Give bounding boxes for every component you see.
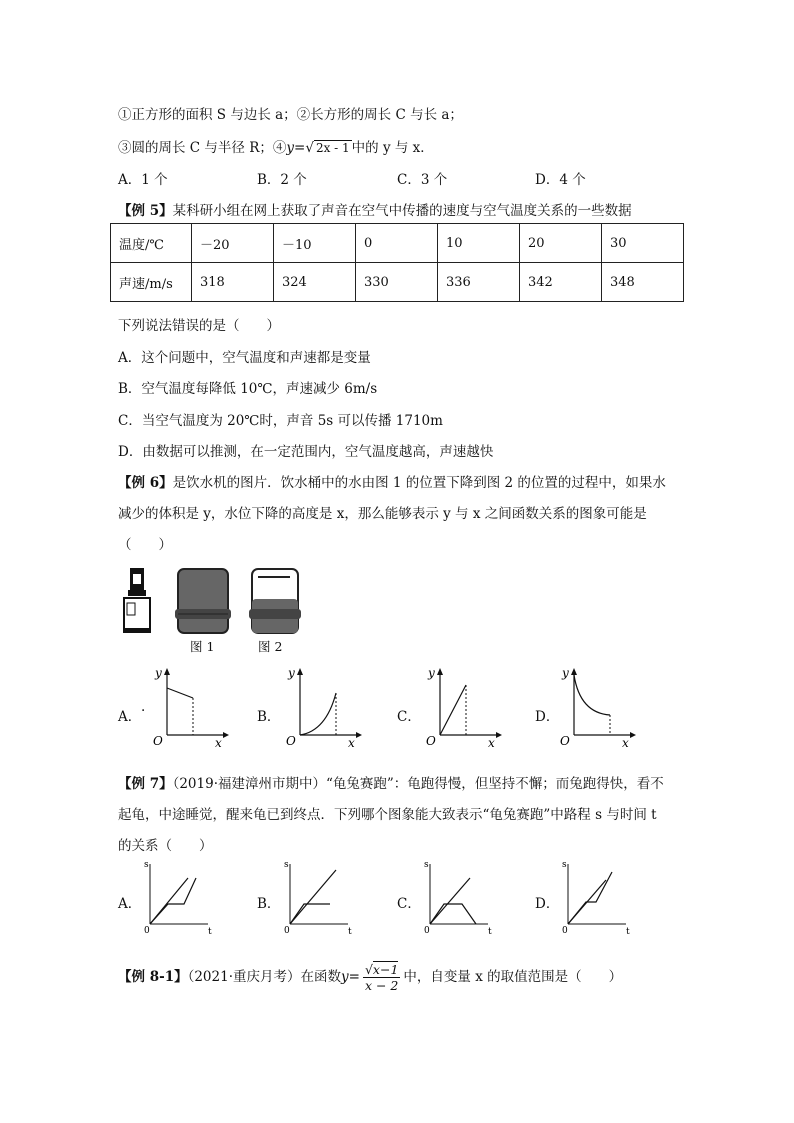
ex7-line2: 起龟，中途睡觉，醒来龟已到终点．下列哪个图象能大致表示“龟兔赛跑”中路程 s 与时间 t [118,807,657,823]
ex7-option-b-label: B． [257,896,281,912]
ex5-option-d: D．由数据可以推测，在一定范围内，空气温度越高，声速越快 [118,444,494,460]
ex6-graph-d [552,665,637,750]
ex7-graph-d [556,858,636,938]
ex6-line1-text: 是饮水机的图片．饮水桶中的水由图 1 的位置下降到图 2 的位置的过程中，如果水 [172,475,666,491]
ex7-option-c-label: C． [397,896,421,912]
table-cell: 336 [438,263,520,302]
axis-s-label: s [144,860,149,870]
ex7-line1-text: （2019·福建漳州市期中）“龟兔赛跑”：龟跑得慢，但坚持不懈；而兔跑得快，看不 [172,776,664,792]
table-row [111,263,684,302]
ex6-option-d-label: D． [535,709,560,725]
ex6-line1 [118,471,666,491]
axis-x-label: x [488,736,495,750]
ex5-option-b: B．空气温度每降低 10℃，声速减少 6m/s [118,381,378,397]
ex5-option-c: C．当空气温度为 20℃时，声音 5s 可以传播 1710m [118,413,443,429]
origin-label: 0 [562,926,568,936]
ex8-denominator: x − 2 [364,978,399,993]
ex7-line3: 的关系（ ） [118,838,213,854]
fig2-caption: 图 2 [258,639,283,654]
q4-eq-y: y [286,140,295,156]
table-cell: －20 [192,224,274,263]
origin-label: 0 [144,926,150,936]
axis-s-label: s [424,860,429,870]
origin-label: O [153,734,163,748]
ex7-graph-c [418,858,498,938]
axis-x-label: x [348,736,355,750]
ex8-suffix: 中，自变量 x 的取值范围是（ ） [403,969,623,985]
ex8-eq-sign: = [348,969,360,985]
dispenser-icon [124,568,150,632]
water-bucket-low-icon [249,569,301,633]
axis-x-label: x [622,736,629,750]
fig1-caption: 图 1 [190,639,215,654]
table-cell: 330 [356,263,438,302]
ex5-option-a: A．这个问题中，空气温度和声速都是变量 [118,350,371,366]
q4-option-b: B．2 个 [257,172,307,188]
ex6-graph-a [145,665,230,750]
origin-label: O [560,734,570,748]
ex6-option-a-label: A． [118,709,142,725]
ex5-question: 下列说法错误的是（ ） [118,318,280,334]
ex8-line [118,962,622,993]
ex5-tag: 【例 5】 [118,203,173,219]
ex8-fraction [363,962,400,993]
ex7-tag: 【例 7】 [118,776,173,792]
q4-option-d: D．4 个 [535,172,586,188]
q4-line1: ①正方形的面积 S 与边长 a；②长方形的周长 C 与长 a； [118,107,463,123]
ex7-graph-b [278,858,358,938]
origin-label: O [286,734,296,748]
ex5-stem [118,199,632,219]
axis-t-label: t [488,927,492,937]
axis-y-label: y [155,666,162,680]
table-row [111,224,684,263]
table-cell: 324 [274,263,356,302]
origin-label: O [426,734,436,748]
table-cell: 348 [602,263,684,302]
ex6-option-b-label: B． [257,709,281,725]
ex7-graph-a [138,858,218,938]
ex6-line2: 减少的体积是 y，水位下降的高度是 x，那么能够表示 y 与 x 之间函数关系的图象可能是 [118,506,647,522]
ex8-tag: 【例 8-1】 [118,969,188,985]
q4-radicand: 2x - 1 [315,141,350,155]
q4-option-c: C．3 个 [397,172,448,188]
ex5-table [110,223,684,302]
axis-y-label: y [288,666,295,680]
table-cell: 温度/℃ [111,224,192,263]
water-bucket-full-icon [175,569,231,633]
q4-sqrt-symbol: √ [305,140,314,156]
table-cell: 30 [602,224,684,263]
axis-s-label: s [284,860,289,870]
axis-y-label: y [562,666,569,680]
q4-option-a: A．1 个 [118,172,168,188]
axis-t-label: t [626,927,630,937]
table-cell: 0 [356,224,438,263]
ex8-prefix: （2021·重庆月考）在函数 [187,969,341,985]
ex7-option-a-label: A． [118,896,142,912]
ex8-sqrt-symbol: √ [364,962,373,977]
axis-x-label: x [215,736,222,750]
q4-eq-sign: = [294,140,306,156]
ex8-eq-y: y [341,969,349,985]
ex6-graph-b [278,665,363,750]
origin-label: 0 [424,926,430,936]
axis-t-label: t [348,927,352,937]
ex5-stem-text: 某科研小组在网上获取了声音在空气中传播的速度与空气温度关系的一些数据 [172,203,632,219]
table-cell: 20 [520,224,602,263]
ex6-tag: 【例 6】 [118,475,173,491]
axis-y-label: y [428,666,435,680]
ex6-graph-c [418,665,503,750]
q4-line2 [118,136,434,156]
q4-line2-prefix: ③圆的周长 C 与半径 R；④ [118,140,287,156]
table-cell: 342 [520,263,602,302]
ex8-numerator: x−1 [372,962,399,977]
table-cell: 声速/m/s [111,263,192,302]
ex6-option-a-dot: · [141,703,146,719]
axis-t-label: t [208,927,212,937]
axis-s-label: s [562,860,567,870]
table-cell: 318 [192,263,274,302]
ex7-line1 [118,772,664,792]
table-cell: 10 [438,224,520,263]
origin-label: 0 [284,926,290,936]
ex6-line3: （ ） [118,537,172,553]
ex6-option-c-label: C． [397,709,421,725]
table-cell: －10 [274,224,356,263]
q4-line2-suffix: 中的 y 与 x． [351,140,434,156]
ex7-option-d-label: D． [535,896,560,912]
